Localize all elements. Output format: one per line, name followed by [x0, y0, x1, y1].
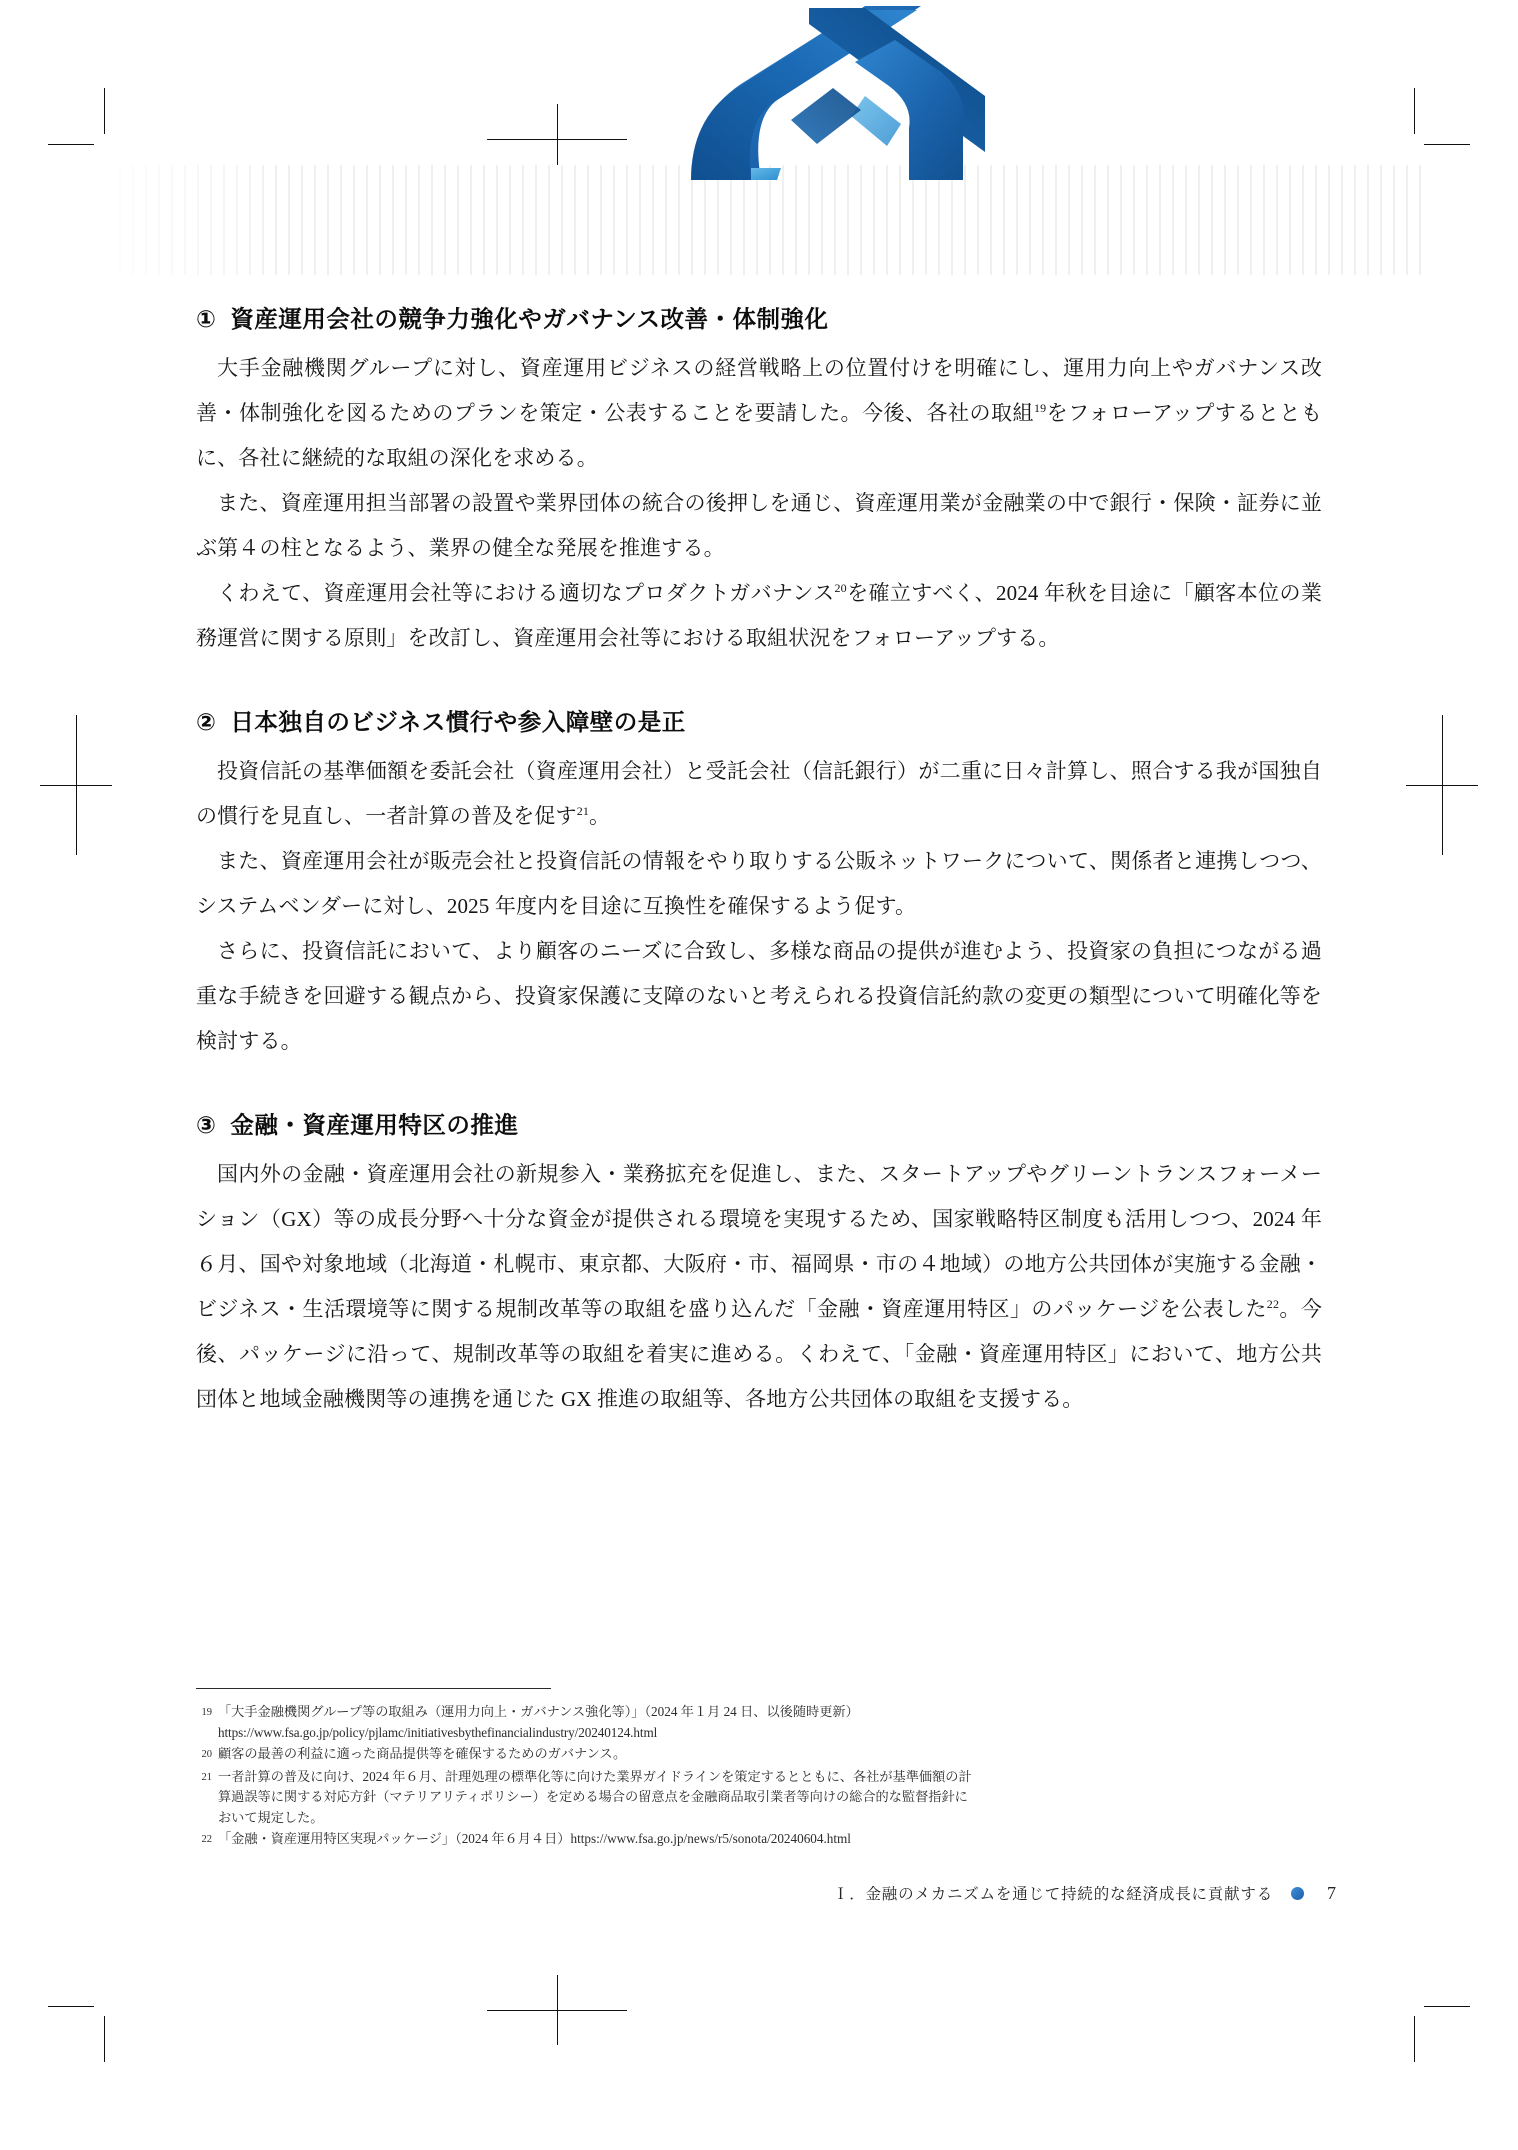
section-spacer-1	[196, 687, 1322, 703]
header-stripe-pattern	[95, 165, 1425, 275]
crop-mark-top-right	[1398, 88, 1470, 160]
section-3	[196, 1106, 1322, 1422]
paragraph-text: 国内外の金融・資産運用会社の新規参入・業務拡充を促進し、また、スタートアップやグリーントランスフォーメーション（GX）等の成長分野へ十分な資金が提供される環境を実現するため、国家戦略特区制度も活用しつつ、2024 年６月、国や対象地域（北海道・札幌市、東京都、大阪府・市、福岡県・市の４地域）の地方公共団体が実施する金融・ビジネス・生活環境等に関する規制改革等の取組を盛り込んだ「金融・資産運用特区」のパッケージを公表した	[196, 1162, 1322, 1321]
gx-ribbon-logo	[565, 0, 985, 180]
footnote-21-body	[218, 1767, 1336, 1829]
footnote-19-line-1: 「大手金融機関グループ等の取組み（運用力向上・ガバナンス強化等）」（2024 年１月 24 日、以後随時更新）	[218, 1704, 859, 1719]
section-3-paragraph-1	[196, 1152, 1322, 1422]
footnote-19	[196, 1702, 1336, 1743]
section-3-heading	[196, 1106, 1322, 1140]
section-2	[196, 703, 1322, 1064]
registration-mark-left	[40, 715, 112, 855]
crop-mark-bottom-left	[48, 1990, 120, 2062]
footnote-22-body	[218, 1829, 1336, 1850]
footnote-20-marker: 20	[201, 1749, 212, 1760]
section-spacer-2	[196, 1090, 1322, 1106]
section-1	[196, 300, 1322, 661]
section-3-title: 金融・資産運用特区の推進	[230, 1112, 519, 1138]
footnote-21-line-1: 一者計算の普及に向け、2024 年６月、計理処理の標準化等に向けた業界ガイドラインを策定するとともに、各社が基準価額の計	[218, 1768, 972, 1784]
footnote-list	[196, 1702, 1336, 1852]
crop-mark-top-left	[48, 88, 120, 160]
registration-mark-bottom	[487, 1975, 627, 2047]
footnote-ref-19[interactable]: 19	[1033, 401, 1047, 415]
footnote-ref-20[interactable]: 20	[834, 581, 847, 595]
footnote-21-line-2: 算過誤等に関する対応方針（マテリアリティポリシー）を定める場合の留意点を金融商品取引業者等向けの総合的な監督指針に	[218, 1789, 968, 1804]
section-2-heading	[196, 703, 1322, 737]
section-1-paragraph-2	[196, 481, 1322, 571]
paragraph-text: また、資産運用会社が販売会社と投資信託の情報をやり取りする公販ネットワークについて、関係者と連携しつつ、システムベンダーに対し、2025 年度内を目途に互換性を確保するよう促す。	[196, 849, 1322, 918]
footnote-22-marker: 22	[201, 1834, 212, 1845]
section-1-number: ①	[196, 306, 217, 332]
footnote-20-body	[218, 1744, 1336, 1765]
section-1-paragraph-1	[196, 346, 1322, 481]
section-2-paragraph-1	[196, 749, 1322, 839]
section-3-number: ③	[196, 1112, 217, 1138]
section-2-paragraph-2	[196, 839, 1322, 929]
footer-dot-icon	[1291, 1887, 1304, 1900]
gx-ribbon-logo-svg	[565, 0, 985, 180]
paragraph-text: さらに、投資信託において、より顧客のニーズに合致し、多様な商品の提供が進むよう、投資家の負担につながる過重な手続きを回避する観点から、投資家保護に支障のないと考えられる投資信託約款の変更の類型について明確化等を検討する。	[196, 939, 1322, 1053]
footnote-22-line-1[interactable]: 「金融・資産運用特区実現パッケージ」（2024 年６月４日）https://www.fsa.go.jp/news/r5/sonota/20240604.html	[218, 1831, 851, 1846]
paragraph-text: また、資産運用担当部署の設置や業界団体の統合の後押しを通じ、資産運用業が金融業の中で銀行・保険・証券に並ぶ第４の柱となるよう、業界の健全な発展を推進する。	[196, 491, 1322, 560]
section-1-paragraph-3	[196, 571, 1322, 661]
footnote-19-body	[218, 1702, 1336, 1743]
footnote-19-url[interactable]: https://www.fsa.go.jp/policy/pjlamc/initiativesbythefinancialindustry/20240124.html	[218, 1724, 658, 1740]
footnote-19-marker: 19	[201, 1707, 212, 1718]
paragraph-text: 大手金融機関グループに対し、資産運用ビジネスの経営戦略上の位置付けを明確にし、運用力向上やガバナンス改善・体制強化を図るためのプランを策定・公表することを要請した。今後、各社の取組	[196, 356, 1322, 425]
paragraph-text-cont: 。	[589, 804, 611, 828]
paragraph-text-cont: を確立すべく、2024 年秋を目途に「顧客本位の業務運営に関する原則」を改訂し、資産運用会社等における取組状況をフォローアップする。	[196, 581, 1322, 650]
page-footer	[196, 1882, 1336, 1904]
footnote-22	[196, 1829, 1336, 1851]
section-1-heading	[196, 300, 1322, 334]
header-decorative-band	[95, 165, 1425, 275]
paragraph-text: くわえて、資産運用会社等における適切なプロダクトガバナンス	[217, 581, 835, 605]
footer-chapter-title: Ｉ．金融のメカニズムを通じて持続的な経済成長に貢献する	[832, 1886, 1273, 1903]
footnote-ref-22[interactable]: 22	[1266, 1297, 1280, 1311]
page-number: 7	[1327, 1882, 1336, 1903]
document-body	[196, 300, 1322, 1448]
footnote-20-line-1: 顧客の最善の利益に適った商品提供等を確保するためのガバナンス。	[218, 1746, 627, 1761]
section-2-title: 日本独自のビジネス慣行や参入障壁の是正	[230, 709, 686, 735]
crop-mark-bottom-right	[1398, 1990, 1470, 2062]
footnote-21-marker: 21	[201, 1771, 212, 1783]
paragraph-text-cont: 。今後、パッケージに沿って、規制改革等の取組を着実に進める。くわえて、「金融・資産運用特区」において、地方公共団体と地域金融機関等の連携を通じた GX 推進の取組等、各地方公共団体の取組を支援する。	[196, 1297, 1322, 1411]
section-1-title: 資産運用会社の競争力強化やガバナンス改善・体制強化	[230, 306, 829, 332]
footnote-separator-rule	[196, 1688, 551, 1689]
footnote-21-line-3: おいて規定した。	[218, 1809, 324, 1825]
section-2-number: ②	[196, 709, 217, 735]
section-2-paragraph-3	[196, 929, 1322, 1064]
footnote-ref-21[interactable]: 21	[576, 804, 590, 818]
footnote-20	[196, 1744, 1336, 1766]
paragraph-text-cont: をフォローアップするとともに、各社に継続的な取組の深化を求める。	[196, 401, 1322, 470]
registration-mark-right	[1406, 715, 1478, 855]
footnote-21	[196, 1767, 1336, 1829]
paragraph-text: 投資信託の基準価額を委託会社（資産運用会社）と受託会社（信託銀行）が二重に日々計算し、照合する我が国独自の慣行を見直し、一者計算の普及を促す	[196, 759, 1322, 828]
